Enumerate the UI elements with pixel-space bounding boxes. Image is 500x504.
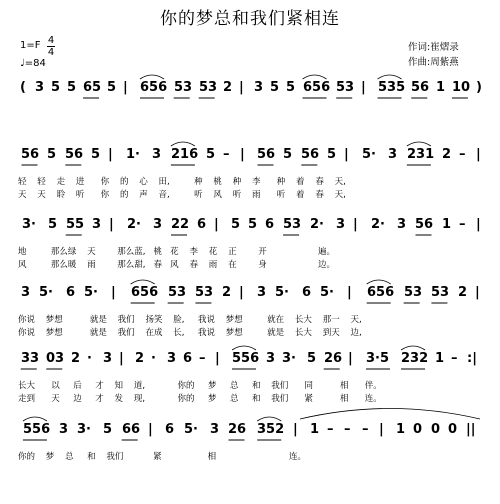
barline: |: [344, 147, 349, 162]
note: 33: [21, 351, 40, 366]
note: 56: [411, 80, 430, 95]
lyric-line: 你说 梦想 就是 我们 扬笑 脸, 我说 梦想 就在 长大 那一 天,: [18, 315, 362, 325]
barline: |: [111, 285, 116, 300]
song-title: 你的梦总和我们紧相连: [160, 9, 340, 29]
notation-row: [0, 217, 500, 283]
note: 53: [283, 217, 302, 232]
note: 5·: [275, 285, 289, 300]
note: 1: [396, 422, 406, 437]
note: –: [459, 147, 466, 162]
note: 556: [23, 422, 51, 437]
note: 5·: [39, 285, 53, 300]
note: 3·: [22, 217, 36, 232]
note: 26: [228, 422, 247, 437]
note: 656: [131, 285, 159, 300]
meter-top: 4: [47, 35, 55, 46]
note: 03: [46, 351, 65, 366]
note: 6: [165, 422, 175, 437]
note-line: [0, 285, 500, 305]
notation-row: [0, 422, 500, 488]
note: ·: [87, 351, 92, 366]
lyric-line: 轻 轻 走 进 你 的 心 田, 种 桃 种 李 种 着 春 天,: [18, 177, 346, 187]
note: 0: [448, 422, 458, 437]
note: 5: [67, 80, 77, 95]
note: 1: [436, 80, 446, 95]
note: –: [223, 147, 230, 162]
note: 56: [257, 147, 276, 162]
barline: |: [476, 217, 481, 232]
note: 231: [407, 147, 435, 162]
lyric-line: 走到 天 边 才 发 现, 你的 梦 总 和 我们 紧 相 连。: [18, 394, 382, 404]
note: 5: [283, 147, 293, 162]
note: 0: [413, 422, 423, 437]
note: 556: [232, 351, 260, 366]
note: 232: [401, 351, 429, 366]
note: 6: [302, 285, 312, 300]
barline: |: [347, 285, 352, 300]
note: 3: [210, 422, 220, 437]
note: 3·: [77, 422, 91, 437]
note: 656: [367, 285, 395, 300]
note: 2: [135, 351, 145, 366]
note: 53: [199, 80, 218, 95]
barline: |: [119, 351, 124, 366]
note: 6: [183, 351, 193, 366]
note: 5: [47, 147, 57, 162]
note: ·: [151, 351, 156, 366]
note: 53: [195, 285, 214, 300]
note: –: [362, 422, 369, 437]
note: 5: [103, 422, 113, 437]
lyric-line: 风 那么暖 雨 那么甜, 春 风 春 雨 在 身 边。: [18, 260, 336, 270]
note: 6: [197, 217, 207, 232]
slur: [303, 75, 327, 79]
note: 3: [167, 351, 177, 366]
tempo-marking: ♩=84: [20, 58, 46, 69]
barline: |: [240, 147, 245, 162]
key-signature: 1=F: [20, 40, 41, 51]
barline: :|: [467, 351, 477, 366]
note: 2·: [127, 217, 141, 232]
note: 2: [71, 351, 81, 366]
note: 3: [59, 422, 69, 437]
note: 2·: [310, 217, 324, 232]
note: 2: [442, 147, 452, 162]
note: 6: [265, 217, 275, 232]
lyric-line: 长大 以 后 才 知 道, 你的 梦 总 和 我们 同 相 伴。: [18, 381, 382, 391]
barline: |: [215, 351, 220, 366]
notation-row: [0, 80, 500, 146]
barline: |: [476, 147, 481, 162]
note: ): [476, 80, 482, 95]
barline: |: [348, 351, 353, 366]
notation-row: [0, 285, 500, 351]
lyric-line: 天 天 聆 听 你 的 声 音, 听 风 听 雨 听 着 春 天,: [18, 190, 346, 200]
note: 56: [21, 147, 40, 162]
note: 5: [107, 80, 117, 95]
barline: |: [108, 147, 113, 162]
note: 1: [310, 422, 320, 437]
note: 3: [397, 217, 407, 232]
note: 535: [378, 80, 406, 95]
lyric-line: 你说 梦想 就是 我们 在成 长, 我说 梦想 就是 长大 到天 边,: [18, 328, 362, 338]
note-line: [0, 147, 500, 167]
note: 56: [415, 217, 434, 232]
slur: [140, 75, 164, 79]
composer: 作曲:周紫燕: [408, 57, 459, 68]
barline: |: [361, 80, 366, 95]
note: 56: [65, 147, 84, 162]
note: –: [327, 422, 334, 437]
barline: |: [148, 422, 153, 437]
note: 3·: [282, 351, 296, 366]
note-line: [0, 422, 500, 442]
note: 5: [270, 80, 280, 95]
note: 65: [83, 80, 102, 95]
note: 3: [254, 80, 264, 95]
note: 53: [431, 285, 450, 300]
note: 352: [257, 422, 285, 437]
note: 5: [206, 147, 216, 162]
note: 2·: [371, 217, 385, 232]
lyric-line: 地 那么绿 天 那么蓝, 桃 花 李 花 正 开 遍。: [18, 247, 336, 257]
note: 3: [388, 147, 398, 162]
note: 3: [92, 217, 102, 232]
note-line: [0, 80, 500, 100]
slur: [378, 75, 402, 79]
note: 5: [307, 351, 317, 366]
lyricist: 作词:崔熠录: [408, 42, 459, 53]
note: 1·: [126, 147, 140, 162]
barline: |: [239, 80, 244, 95]
note: 26: [324, 351, 343, 366]
note: –: [344, 422, 351, 437]
note: 5: [231, 217, 241, 232]
note: 56: [301, 147, 320, 162]
note: 3: [152, 147, 162, 162]
note: 3·5: [366, 351, 390, 366]
note: 216: [171, 147, 199, 162]
note: 1: [435, 351, 445, 366]
lyric-line: 你的 梦 总 和 我们 紧 相 连。: [18, 452, 307, 462]
barline: |: [475, 285, 480, 300]
note: 5: [51, 80, 61, 95]
notation-row: [0, 351, 500, 417]
note: 5: [248, 217, 258, 232]
note: 5·: [362, 147, 376, 162]
note: 55: [66, 217, 85, 232]
tempo-value: =84: [24, 58, 46, 69]
note: 5: [48, 217, 58, 232]
note: 5·: [184, 422, 198, 437]
barline: ||: [466, 422, 476, 437]
note: (: [20, 80, 26, 95]
note: 53: [174, 80, 193, 95]
note: 3: [35, 80, 45, 95]
note: 1: [442, 217, 452, 232]
time-signature: [46, 35, 56, 58]
barline: |: [109, 217, 114, 232]
barline: |: [239, 285, 244, 300]
note: 3: [103, 351, 113, 366]
note: –: [459, 217, 466, 232]
note: 5: [91, 147, 101, 162]
note: 10: [452, 80, 471, 95]
note: 5·: [84, 285, 98, 300]
barline: |: [214, 217, 219, 232]
note: 0: [431, 422, 441, 437]
slur: [23, 417, 47, 421]
note: 3: [266, 351, 276, 366]
note-line: [0, 217, 500, 237]
note-line: [0, 351, 500, 371]
note: 53: [336, 80, 355, 95]
barline: |: [123, 80, 128, 95]
barline: |: [353, 217, 358, 232]
note: 2: [222, 285, 232, 300]
note: 2: [458, 285, 468, 300]
note: 3: [257, 285, 267, 300]
credits: [408, 40, 459, 70]
note: 5: [327, 147, 337, 162]
note: 656: [303, 80, 331, 95]
note: 2: [223, 80, 233, 95]
barline: |: [293, 422, 298, 437]
notation-row: [0, 147, 500, 213]
barline: |: [379, 422, 384, 437]
note: 5: [286, 80, 296, 95]
note: 22: [171, 217, 190, 232]
note: 3: [153, 217, 163, 232]
slur: [257, 417, 281, 421]
note: –: [451, 351, 458, 366]
note: 3: [21, 285, 31, 300]
note: 53: [168, 285, 187, 300]
note: –: [199, 351, 206, 366]
note: 3: [336, 217, 346, 232]
meter-bottom: 4: [47, 47, 55, 58]
note: 6: [66, 285, 76, 300]
note: 656: [140, 80, 168, 95]
note: 53: [404, 285, 423, 300]
note: 66: [122, 422, 141, 437]
note: 5·: [320, 285, 334, 300]
